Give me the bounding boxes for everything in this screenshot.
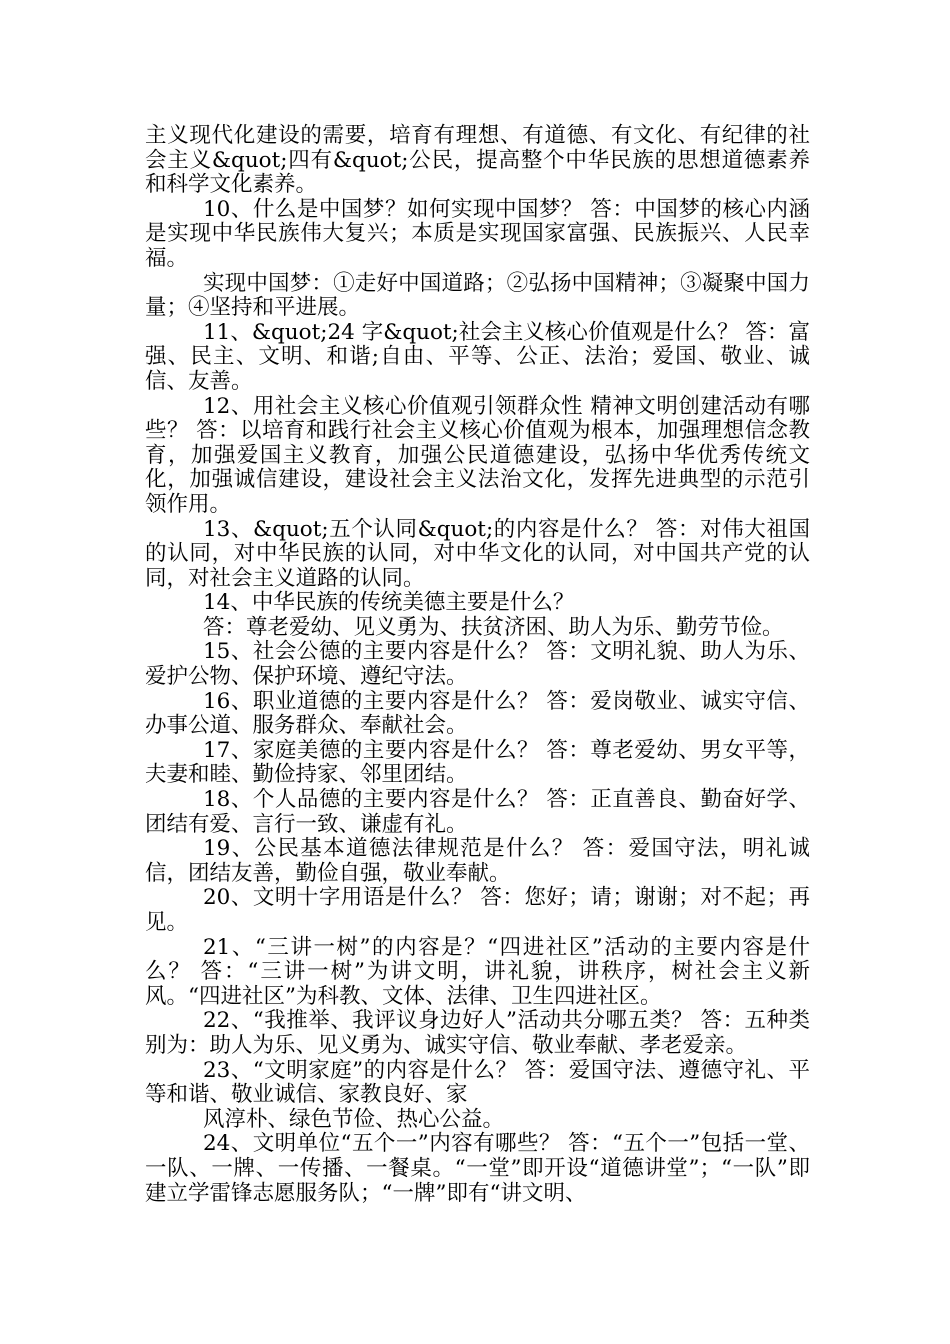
paragraph: 21、“三讲一树”的内容是？“四进社区”活动的主要内容是什么？ 答：“三讲一树”为讲文明，讲礼貌，讲秩序，树社会主义新风。“四进社区”为科教、文体、法律、卫生四进社区。 (145, 934, 810, 1009)
paragraph: 15、社会公德的主要内容是什么？ 答：文明礼貌、助人为乐、爱护公物、保护环境、遵纪守法。 (145, 639, 810, 690)
paragraph: 20、文明十字用语是什么？ 答：您好；请；谢谢；对不起；再见。 (145, 885, 810, 935)
paragraph: 10、什么是中国梦？如何实现中国梦？ 答：中国梦的核心内涵是实现中华民族伟大复兴；本质是实现国家富强、民族振兴、人民幸福。 (145, 196, 810, 271)
document-body (145, 124, 810, 1206)
paragraph: 主义现代化建设的需要，培育有理想、有道德、有文化、有纪律的社会主义&quot;四有&quot;公民，提高整个中华民族的思想道德素养和科学文化素养。 (145, 123, 810, 198)
paragraph: 18、个人品德的主要内容是什么？ 答：正直善良、勤奋好学、团结有爱、言行一致、谦虚有礼。 (145, 787, 810, 837)
paragraph: 22、“我推举、我评议身边好人”活动共分哪五类？ 答：五种类别为：助人为乐、见义勇为、诚实守信、敬业奉献、孝老爱亲。 (145, 1008, 810, 1058)
paragraph: 11、&quot;24 字&quot;社会主义核心价值观是什么？ 答：富强、民主、文明、和谐;自由、平等、公正、法治；爱国、敬业、诚信、友善。 (145, 319, 810, 394)
paragraph: 风淳朴、绿色节俭、热心公益。 (203, 1106, 505, 1132)
paragraph: 14、中华民族的传统美德主要是什么？ (203, 590, 575, 616)
paragraph: 19、公民基本道德法律规范是什么？ 答：爱国守法，明礼诚信，团结友善，勤俭自强，敬业奉献。 (145, 836, 810, 886)
paragraph: 答：尊老爱幼、见义勇为、扶贫济困、助人为乐、勤劳节俭。 (203, 614, 784, 640)
paragraph: 17、家庭美德的主要内容是什么？ 答：尊老爱幼、男女平等，夫妻和睦、勤俭持家、邻里团结。 (145, 737, 810, 788)
paragraph: 13、&quot;五个认同&quot;的内容是什么？ 答：对伟大祖国的认同，对中华民族的认同，对中华文化的认同，对中国共产党的认同，对社会主义道路的认同。 (145, 516, 810, 591)
paragraph: 12、用社会主义核心价值观引领群众性 精神文明创建活动有哪些？ 答：以培育和践行社会主义核心价值观为根本，加强理想信念教育，加强爱国主义教育，加强公民道德建设，弘扬中华优秀传统文化，加强诚信建设，建设社会主义法治文化，发挥先进典型的示范引领作用。 (145, 393, 810, 517)
paragraph: 24、文明单位“五个一”内容有哪些？ 答：“五个一”包括一堂、一队、一牌、一传播、一餐桌。“一堂”即开设“道德讲堂”；“一队”即建立学雷锋志愿服务队；“一牌”即有“讲文明、 (145, 1131, 810, 1206)
paragraph: 实现中国梦：①走好中国道路；②弘扬中国精神；③凝聚中国力量；④坚持和平进展。 (145, 270, 810, 321)
paragraph: 23、“文明家庭”的内容是什么？ 答：爱国守法、遵德守礼、平等和谐、敬业诚信、家教良好、家 (145, 1057, 810, 1108)
paragraph: 16、职业道德的主要内容是什么？ 答：爱岗敬业、诚实守信、办事公道、服务群众、奉献社会。 (145, 688, 810, 739)
